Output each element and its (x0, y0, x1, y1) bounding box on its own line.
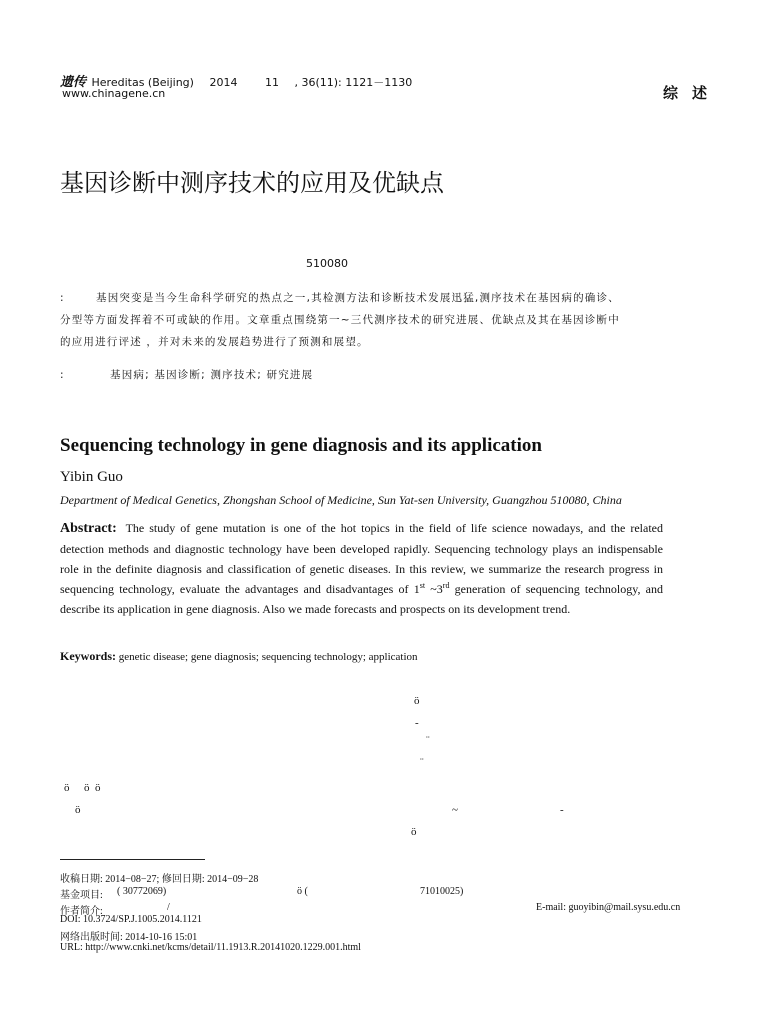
author-name: Yibin Guo (60, 469, 123, 485)
chinese-abstract-line-2: 分型等方面发挥着不可或缺的作用。文章重点围绕第一~三代测序技术的研究进展、优缺点及其在基因诊断中 (60, 314, 620, 326)
article-url: URL: http://www.cnki.net/kcms/detail/11.1913.R.20141020.1229.001.html (60, 942, 361, 953)
keywords-label: Keywords: (60, 649, 116, 663)
doi: DOI: 10.3724/SP.J.1005.2014.1121 (60, 914, 202, 925)
chinese-abstract (60, 287, 670, 353)
author-intro-slash: / (167, 902, 170, 913)
footnote-divider (60, 859, 205, 860)
english-abstract (60, 518, 663, 619)
text-fragment: - (560, 804, 564, 816)
author-email: E-mail: guoyibin@mail.sysu.edu.cn (536, 902, 681, 913)
abstract-text-1: The study of gene mutation is one of the hot topics in the field of life science nowadays, and the related detection methods and diagnostic technology have been developed rapidly. Sequencing technology plays an indispensable role in the definite diagnosis and classification of genetic diseases. In this review, we summarize the research progress in sequencing technology, evaluate the advantages and disadvantages of 1 (60, 521, 663, 596)
text-fragment: ¨ (420, 756, 424, 768)
journal-website: www.chinagene.cn (62, 87, 166, 100)
chinese-abstract-text-1: 基因突变是当今生命科学研究的热点之一,其检测方法和诊断技术发展迅猛,测序技术在基因病的确诊、 (96, 292, 620, 304)
fund-number-1: ( 30772069) (117, 886, 167, 897)
chinese-abstract-colon: : (60, 292, 65, 304)
chinese-keywords (60, 367, 313, 382)
journal-volume-pages: , 36(11): 1121－1130 (294, 76, 413, 89)
text-fragment: ö (75, 804, 81, 816)
text-fragment: ~ (452, 804, 458, 816)
text-fragment: ö (64, 782, 70, 794)
fund-label: 基金项目: (60, 890, 103, 901)
journal-name: Hereditas (Beijing) (91, 76, 194, 89)
received-dates: 收稿日期: 2014−08−27; 修回日期: 2014−09−28 (60, 874, 259, 885)
chinese-keywords-text: 基因病; 基因诊断; 测序技术; 研究进展 (110, 369, 314, 381)
fund-number-2: 71010025) (420, 886, 464, 897)
chinese-abstract-line-1 (60, 287, 670, 309)
journal-logo: 遗传 (60, 75, 87, 90)
abstract-text-2: generation of sequencing technology, and describe its application in gene diagnosis. Also we made forecasts and prospects on its development trend. (60, 582, 663, 616)
text-fragment: ö (414, 695, 420, 707)
abstract-text-mid: ~3 (425, 582, 443, 596)
english-keywords (60, 649, 418, 664)
chinese-abstract-line-3: 的应用进行评述 ，并对未来的发展趋势进行了预测和展望。 (60, 336, 369, 348)
fund-mark: ö ( (297, 886, 308, 897)
chinese-title: 基因诊断中测序技术的应用及优缺点 (60, 169, 444, 197)
text-fragment: ¨ (426, 734, 430, 746)
keywords-text: genetic disease; gene diagnosis; sequencing technology; application (118, 651, 418, 663)
chinese-keywords-colon: : (60, 369, 65, 381)
text-fragment: ö (84, 782, 90, 794)
postcode: 510080 (306, 257, 348, 270)
article-category: 综述 (663, 84, 722, 102)
online-publish-time: 网络出版时间: 2014-10-16 15:01 (60, 932, 198, 943)
author-affiliation: Department of Medical Genetics, Zhongshan School of Medicine, Sun Yat-sen University, Guangzhou 510080, China (60, 493, 622, 507)
superscript-st: st (419, 581, 426, 590)
author-intro-label: 作者简介: (60, 906, 103, 917)
journal-month: 11 (264, 76, 279, 89)
text-fragment: ö (95, 782, 101, 794)
english-title: Sequencing technology in gene diagnosis and its application (60, 435, 542, 456)
journal-year: 2014 (209, 76, 238, 89)
text-fragment: - (415, 717, 419, 729)
text-fragment: ö (411, 826, 417, 838)
abstract-label: Abstract: (60, 521, 117, 536)
superscript-rd: rd (442, 581, 450, 590)
